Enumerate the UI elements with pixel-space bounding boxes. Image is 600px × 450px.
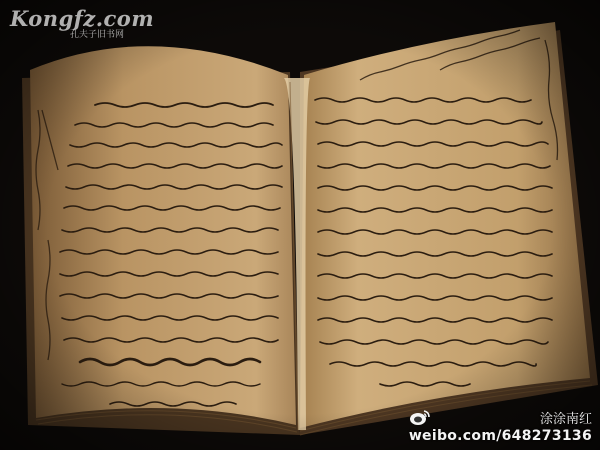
kongfz-subtitle: 孔夫子旧书网 [70,30,125,40]
weibo-icon [409,408,431,426]
weibo-url: weibo.com/648273136 [408,428,592,444]
weibo-handle: 涂涂南红 [539,412,592,427]
kongfz-brand: Kongfz.com [10,6,155,31]
weibo-watermark [409,408,592,444]
kongfz-watermark [10,6,154,40]
